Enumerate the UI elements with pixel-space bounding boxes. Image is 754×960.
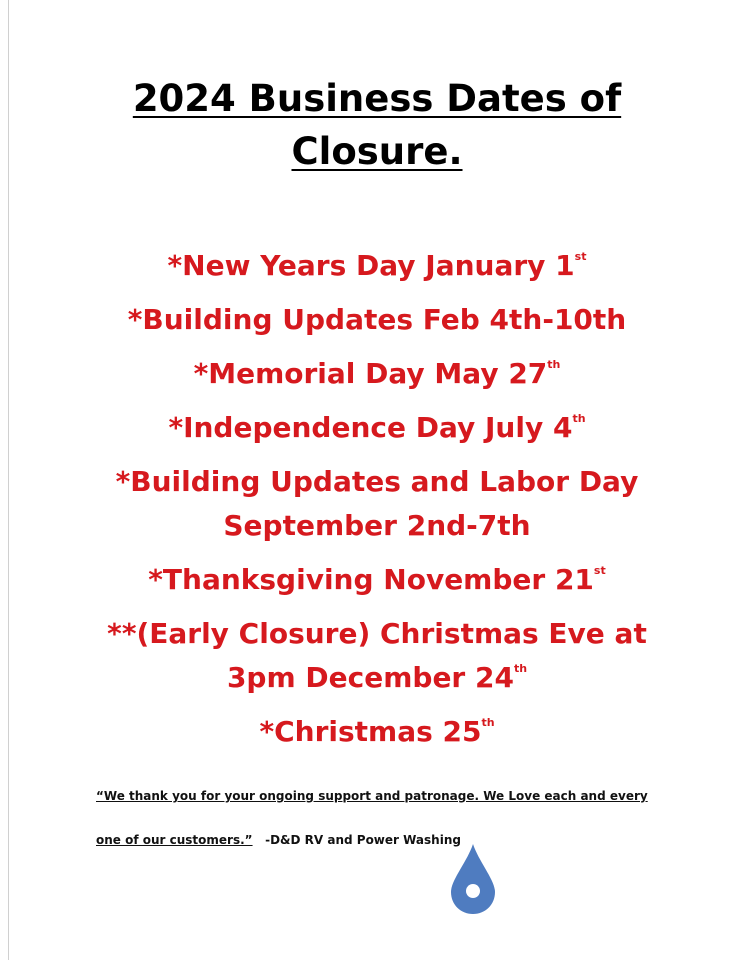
closure-item-independence-day [0, 406, 754, 450]
closure-suffix: th [572, 412, 586, 425]
quote-signature: -D&D RV and Power Washing [265, 833, 461, 847]
closure-text: *Christmas 25 [259, 715, 482, 748]
closure-text: *New Years Day January 1 [167, 249, 575, 282]
closure-suffix: st [574, 250, 587, 263]
quote-line-2: one of our customers.” [96, 833, 253, 847]
closure-text: *Independence Day July 4 [168, 411, 573, 444]
page-title [0, 72, 754, 178]
closure-suffix: th [481, 716, 495, 729]
closure-item-memorial-day [0, 352, 754, 396]
closure-text: *Building Updates Feb 4th-10th [127, 303, 627, 336]
closure-item-christmas-eve [0, 612, 754, 700]
closure-text: *Memorial Day May 27 [193, 357, 548, 390]
water-drop-icon [449, 842, 497, 916]
closure-item-thanksgiving [0, 558, 754, 602]
title-line-1: 2024 Business Dates of [132, 77, 622, 120]
quote-line-1: “We thank you for your ongoing support and patronage. We Love each and every [96, 789, 648, 803]
closure-item-christmas [0, 710, 754, 754]
closure-text: **(Early Closure) Christmas Eve at [107, 617, 647, 650]
closure-suffix: th [547, 358, 561, 371]
closure-text: *Building Updates and Labor Day [115, 465, 639, 498]
closure-text: *Thanksgiving November 21 [148, 563, 594, 596]
closure-suffix: st [593, 564, 606, 577]
closure-text-line-2: 3pm December 24 [226, 661, 514, 694]
closure-item-labor-day [0, 460, 754, 548]
title-line-2: Closure. [291, 130, 463, 173]
closure-suffix: th [513, 662, 528, 675]
thank-you-quote [96, 774, 696, 862]
closure-item-building-updates-feb [0, 298, 754, 342]
closure-text-line-2: September 2nd-7th [223, 509, 531, 542]
closure-item-new-years [0, 244, 754, 288]
closure-list [0, 244, 754, 764]
